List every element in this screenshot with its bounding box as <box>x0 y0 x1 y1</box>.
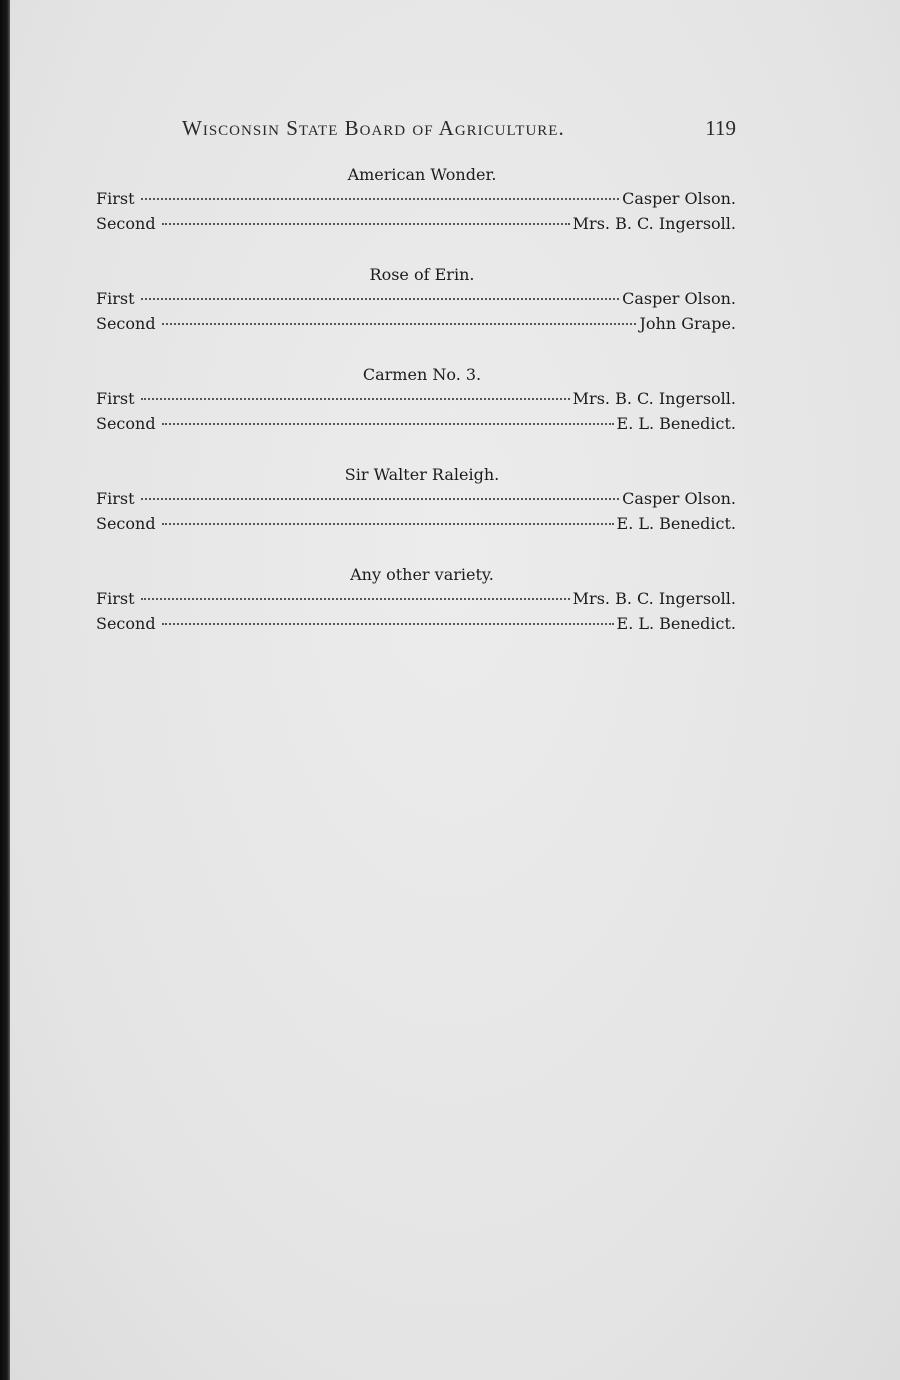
award-row-second <box>96 611 736 636</box>
award-winner: Casper Olson. <box>622 489 736 508</box>
award-row-first <box>96 186 736 211</box>
award-winner: Mrs. B. C. Ingersoll. <box>572 389 736 408</box>
variety-title: Rose of Erin. <box>369 265 475 284</box>
award-place: First <box>96 189 135 208</box>
award-place: Second <box>96 314 156 333</box>
dot-leader <box>141 498 620 500</box>
award-winner: E. L. Benedict. <box>616 514 736 533</box>
award-row-second <box>96 411 736 436</box>
award-place: Second <box>96 614 156 633</box>
variety-title: Any other variety. <box>350 565 494 584</box>
dot-leader <box>162 223 570 225</box>
award-place: Second <box>96 414 156 433</box>
award-winner: John Grape. <box>639 314 736 333</box>
dot-leader <box>141 598 570 600</box>
dot-leader <box>162 423 614 425</box>
award-row-first <box>96 286 736 311</box>
award-row-first <box>96 586 736 611</box>
award-place: Second <box>96 214 156 233</box>
award-winner: Casper Olson. <box>622 189 736 208</box>
variety-section-american-wonder <box>96 164 736 236</box>
dot-leader <box>162 523 614 525</box>
award-place: Second <box>96 514 156 533</box>
award-place: First <box>96 489 135 508</box>
variety-section-rose-of-erin <box>96 264 736 336</box>
variety-title: Sir Walter Raleigh. <box>344 465 500 484</box>
running-head-title: Wisconsin State Board of Agriculture. <box>182 116 565 140</box>
dot-leader <box>141 398 570 400</box>
award-place: First <box>96 589 135 608</box>
variety-title: Carmen No. 3. <box>362 365 482 384</box>
award-row-second <box>96 511 736 536</box>
award-winner: Mrs. B. C. Ingersoll. <box>572 589 736 608</box>
variety-section-sir-walter-raleigh <box>96 464 736 536</box>
award-row-first <box>96 386 736 411</box>
variety-section-any-other-variety <box>96 564 736 636</box>
variety-section-carmen-no-3 <box>96 364 736 436</box>
running-head <box>96 116 736 146</box>
dot-leader <box>162 623 614 625</box>
award-place: First <box>96 389 135 408</box>
dot-leader <box>141 298 620 300</box>
variety-title: American Wonder. <box>347 165 497 184</box>
award-row-first <box>96 486 736 511</box>
award-row-second <box>96 311 736 336</box>
award-row-second <box>96 211 736 236</box>
dot-leader <box>141 198 620 200</box>
award-winner: Casper Olson. <box>622 289 736 308</box>
award-winner: E. L. Benedict. <box>616 614 736 633</box>
page-number: 119 <box>705 116 736 140</box>
award-winner: E. L. Benedict. <box>616 414 736 433</box>
book-binding-edge <box>0 0 10 1380</box>
dot-leader <box>162 323 637 325</box>
award-place: First <box>96 289 135 308</box>
award-winner: Mrs. B. C. Ingersoll. <box>572 214 736 233</box>
